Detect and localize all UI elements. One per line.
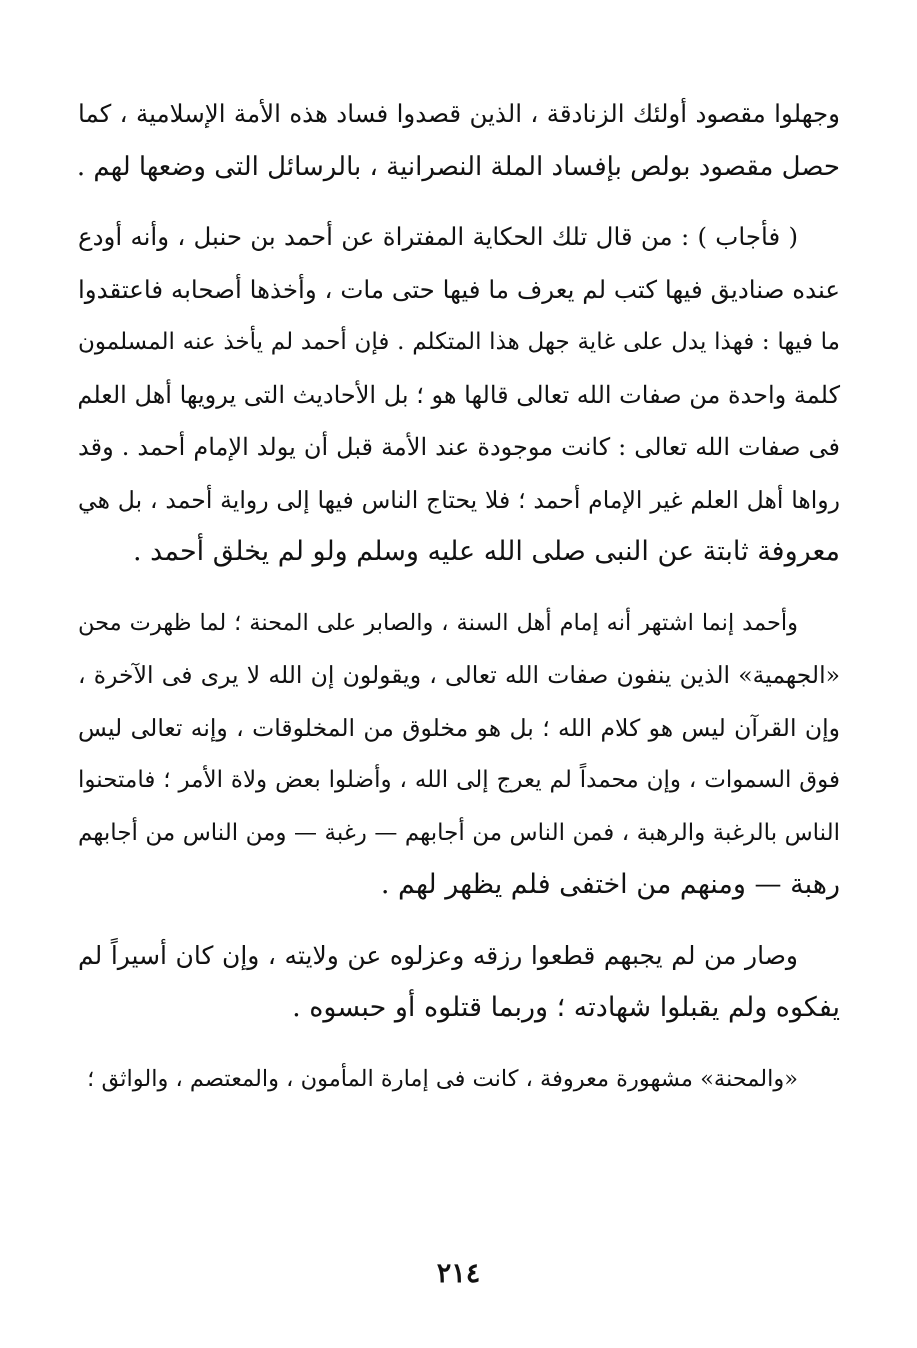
text-line: وإن القرآن ليس هو كلام الله ؛ بل هو مخلوق من المخلوقات ، وإنه تعالى ليس bbox=[78, 713, 840, 742]
page-body-text bbox=[78, 88, 840, 1105]
text-line: كلمة واحدة من صفات الله تعالى قالها هو ؛ بل الأحاديث التى يرويها أهل العلم bbox=[77, 380, 840, 409]
text-line: الناس بالرغبة والرهبة ، فمن الناس من أجابهم — رغبة — ومن الناس من أجابهم bbox=[78, 819, 840, 846]
paragraph bbox=[78, 1053, 840, 1106]
text-line: فى صفات الله تعالى : كانت موجودة عند الأمة قبل أن يولد الإمام أحمد . وقد bbox=[78, 433, 840, 461]
paragraph bbox=[78, 930, 840, 1035]
paragraph bbox=[78, 88, 840, 193]
text-line: عنده صناديق فيها كتب لم يعرف ما فيها حتى مات ، وأخذها أصحابه فاعتقدوا bbox=[78, 274, 840, 304]
page-number: ٢١٤ bbox=[436, 1258, 481, 1289]
paragraph bbox=[78, 211, 840, 579]
text-line: ما فيها : فهذا يدل على غاية جهل هذا المتكلم . فإن أحمد لم يأخذ عنه المسلمون bbox=[78, 329, 840, 355]
text-line: «الجهمية» الذين ينفون صفات الله تعالى ، ويقولون إن الله لا يرى فى الآخرة ، bbox=[78, 661, 840, 689]
text-line: ( فأجاب ) : من قال تلك الحكاية المفتراة عن أحمد بن حنبل ، وأنه أودع bbox=[78, 222, 798, 251]
text-line: حصل مقصود بولص بإفساد الملة النصرانية ، بالرسائل التى وضعها لهم . bbox=[76, 151, 840, 182]
text-line: وصار من لم يجبهم قطعوا رزقه وعزلوه عن ولايته ، وإن كان أسيراً لم bbox=[78, 940, 798, 970]
text-line: وجهلوا مقصود أولئك الزنادقة ، الذين قصدوا فساد هذه الأمة الإسلامية ، كما bbox=[78, 99, 840, 128]
text-line: معروفة ثابتة عن النبى صلى الله عليه وسلم ولو لم يخلق أحمد . bbox=[133, 536, 840, 567]
text-line: وأحمد إنما اشتهر أنه إمام أهل السنة ، والصابر على المحنة ؛ لما ظهرت محن bbox=[78, 609, 798, 636]
text-line: يفكوه ولم يقبلوا شهادته ؛ وربما قتلوه أو حبسوه . bbox=[292, 992, 840, 1023]
text-line: «والمحنة» مشهورة معروفة ، كانت فى إمارة المأمون ، والمعتصم ، والواثق ؛ bbox=[87, 1065, 798, 1092]
text-line: رواها أهل العلم غير الإمام أحمد ؛ فلا يحتاج الناس فيها إلى رواية أحمد ، بل هي bbox=[78, 485, 840, 514]
text-line: فوق السموات ، وإن محمداً لم يعرج إلى الله ، وأضلوا بعض ولاة الأمر ؛ فامتحنوا bbox=[78, 767, 840, 793]
text-line: رهبة — ومنهم من اختفى فلم يظهر لهم . bbox=[380, 869, 840, 900]
paragraph bbox=[78, 597, 840, 912]
